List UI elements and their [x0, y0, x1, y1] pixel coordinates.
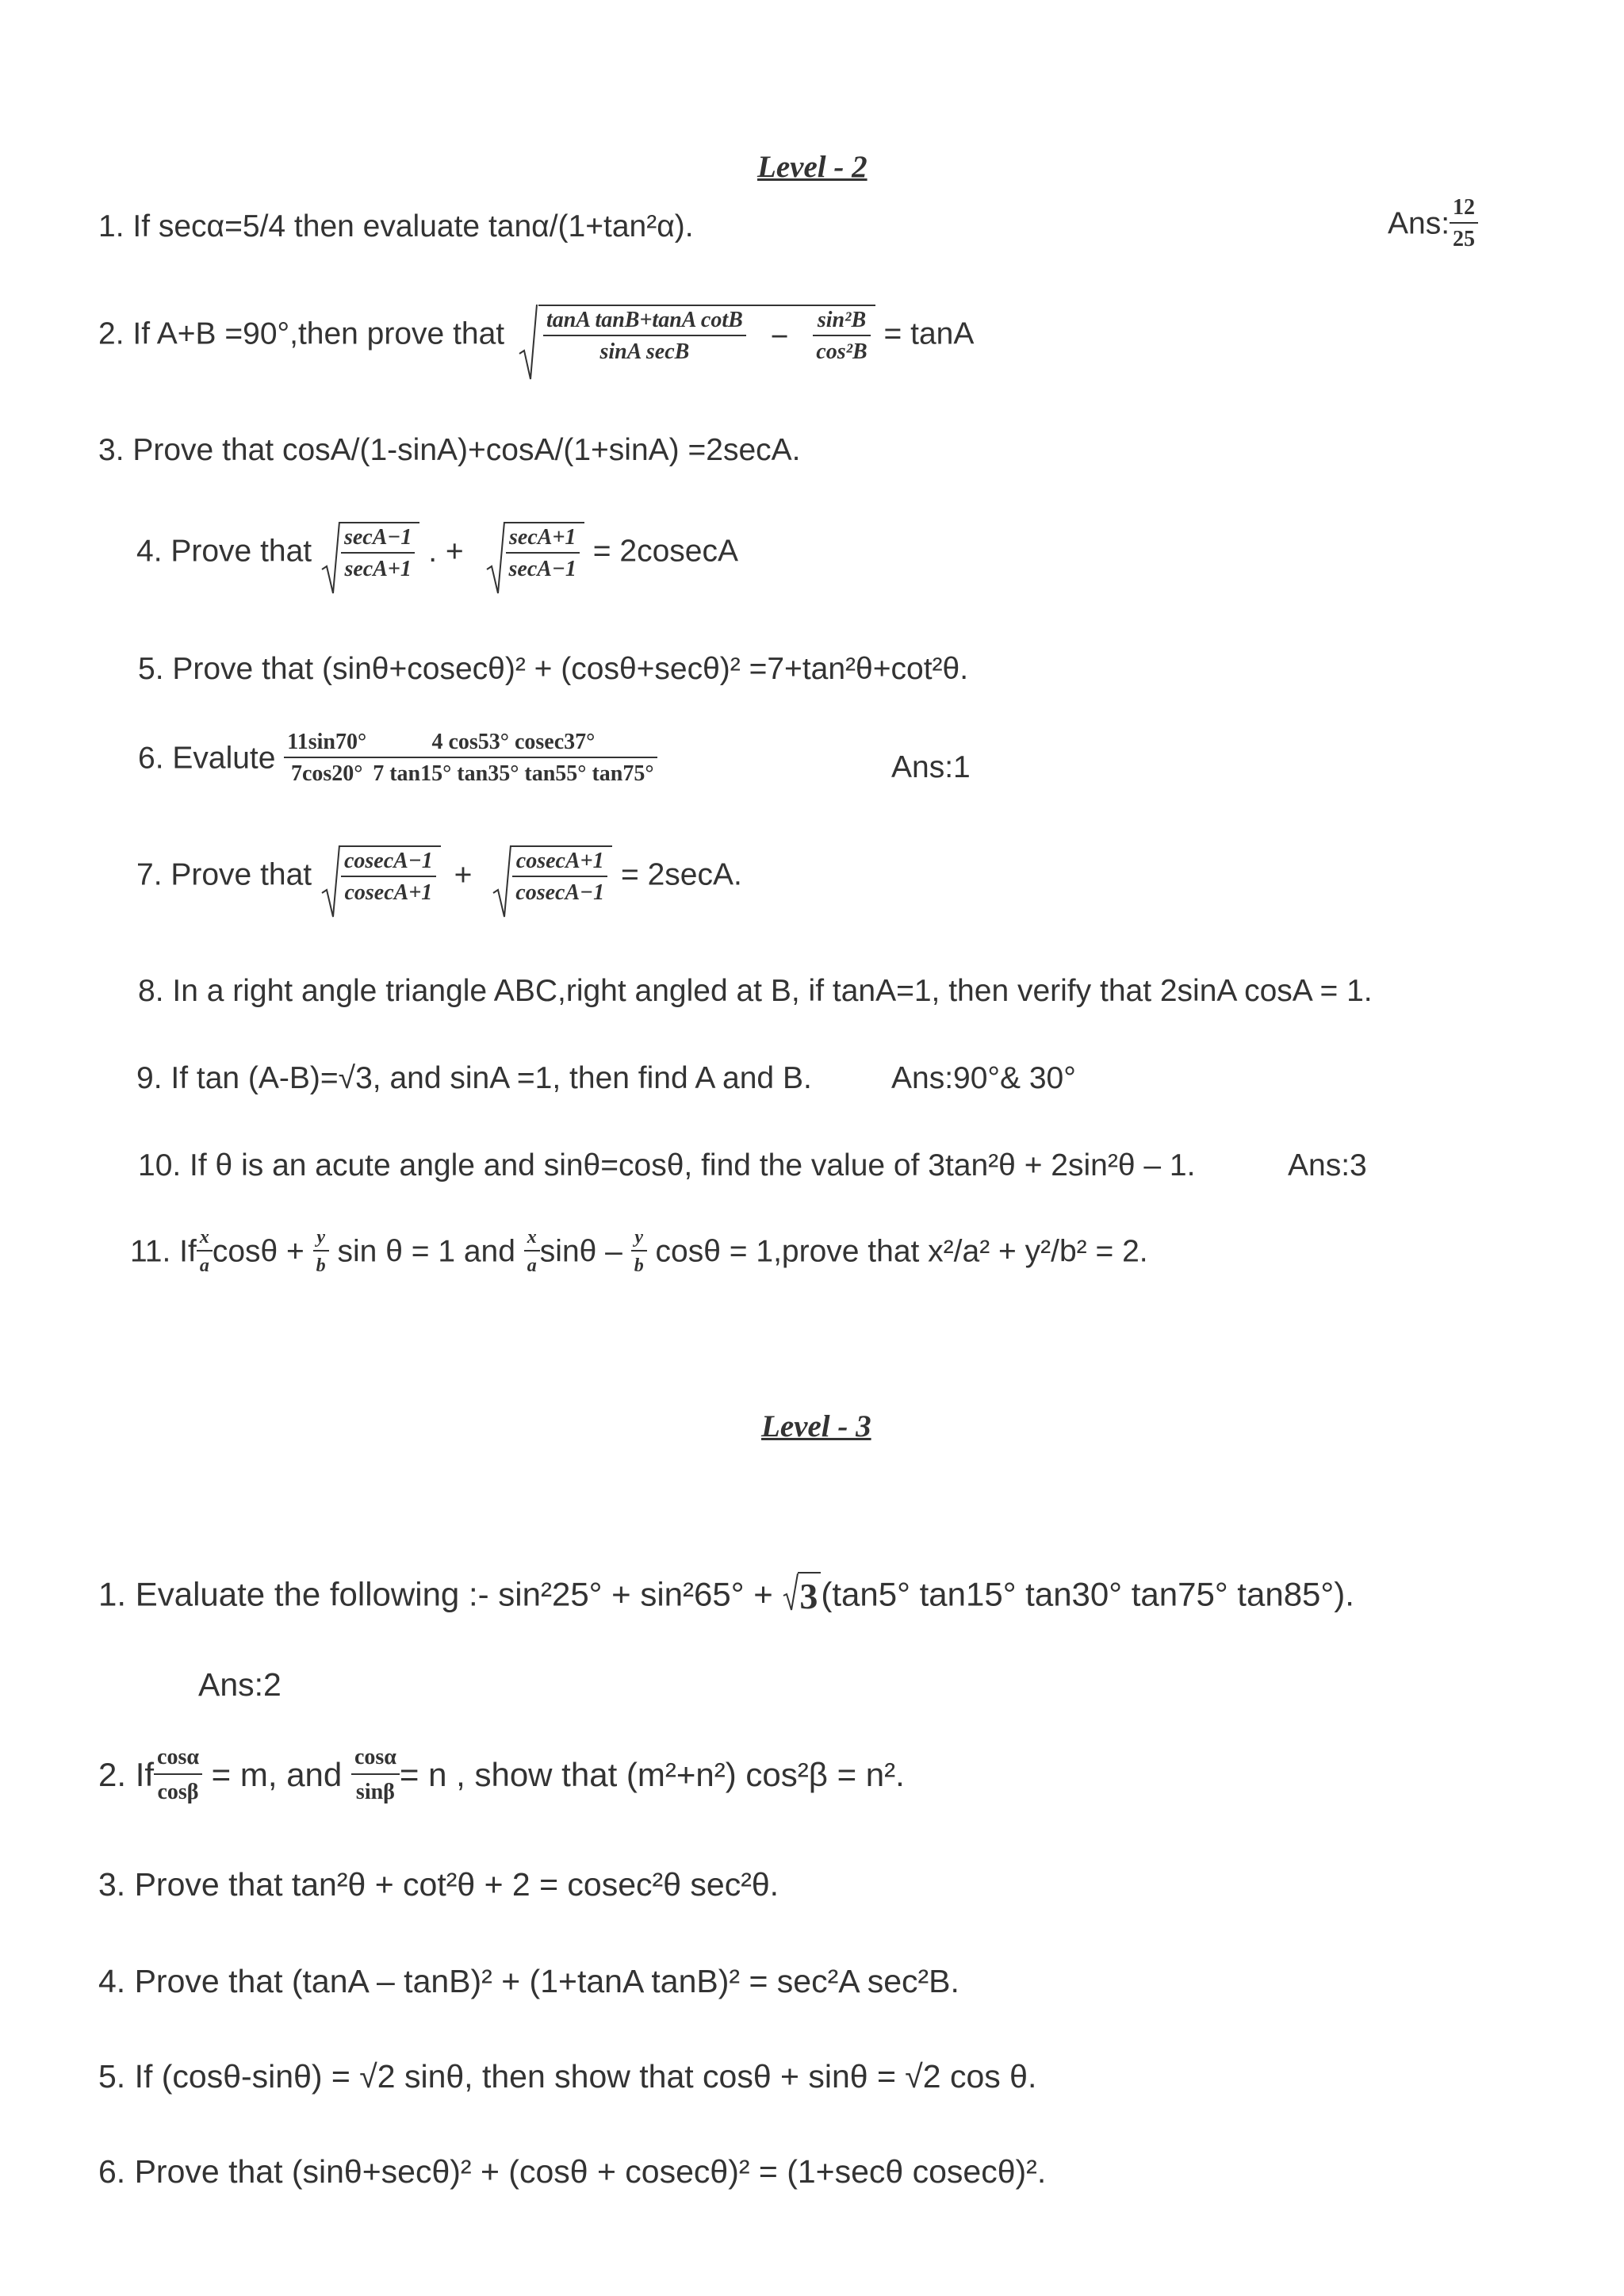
question-l2-6 — [138, 731, 657, 785]
q-text: cosθ = 1,prove that x²/a² + y²/b² = 2. — [655, 1234, 1148, 1269]
answer-denominator: 25 — [1453, 227, 1476, 251]
fraction-1 — [543, 309, 746, 363]
question-l2-7 — [136, 845, 742, 904]
numerator: cosecA+1 — [512, 850, 607, 877]
q-text: sin θ = 1 and — [337, 1234, 515, 1269]
question-l3-1 — [98, 1572, 1354, 1617]
answer-prefix: Ans: — [1388, 206, 1450, 241]
answer-l2-10: Ans:3 — [1288, 1148, 1367, 1182]
q-text: cosθ + — [212, 1234, 304, 1269]
radical-sign-icon — [492, 845, 512, 918]
numerator: y — [631, 1228, 647, 1251]
answer-l2-9: Ans:90°& 30° — [891, 1061, 1076, 1095]
answer-l2-6: Ans:1 — [891, 750, 971, 784]
denominator: secA−1 — [508, 557, 576, 581]
numerator: cosecA−1 — [341, 850, 436, 877]
answer-l3-1: Ans:2 — [198, 1666, 282, 1703]
question-l3-5: 5. If (cosθ-sinθ) = √2 sinθ, then show that cosθ + sinθ = √2 cos θ. — [98, 2058, 1037, 2095]
numerator: y — [313, 1228, 329, 1251]
question-text: 2. If A+B =90°,then prove that — [98, 316, 505, 351]
fraction-1 — [341, 527, 415, 581]
fraction-2 — [506, 527, 580, 581]
denominator: cosecA+1 — [344, 880, 433, 905]
numerator: tanA tanB+tanA cotB — [543, 309, 746, 336]
question-l2-8: 8. In a right angle triangle ABC,right angled at B, if tanA=1, then verify that 2sinA cosA = 1. — [138, 974, 1373, 1008]
numerator: x — [524, 1228, 540, 1251]
fraction-2 — [512, 850, 607, 904]
fraction-2 — [351, 1745, 400, 1805]
numerator: x — [197, 1228, 213, 1251]
question-l3-6: 6. Prove that (sinθ+secθ)² + (cosθ + cosecθ)² = (1+secθ cosecθ)². — [98, 2153, 1047, 2190]
denominator: sinβ — [355, 1780, 395, 1804]
question-l2-10: 10. If θ is an acute angle and sinθ=cosθ, find the value of 3tan²θ + 2sin²θ – 1. — [138, 1148, 1196, 1182]
q-text: = m, and — [211, 1756, 343, 1793]
radical-sign-icon — [485, 522, 506, 595]
square-root-1 — [320, 845, 441, 904]
denominator: 7cos20° — [290, 761, 363, 786]
denominator: a — [527, 1255, 537, 1276]
question-l2-5: 5. Prove that (sinθ+cosecθ)² + (cosθ+secθ)² =7+tan²θ+cot²θ. — [138, 652, 969, 686]
numerator: 4 cos53° cosec37° — [370, 731, 657, 758]
question-l3-3: 3. Prove that tan²θ + cot²θ + 2 = cosec²θ sec²θ. — [98, 1866, 779, 1903]
question-l2-3: 3. Prove that cosA/(1-sinA)+cosA/(1+sinA) =2secA. — [98, 433, 801, 467]
square-root — [518, 305, 875, 363]
fraction-1 — [341, 850, 436, 904]
fraction-1 — [154, 1745, 202, 1805]
answer-numerator: 12 — [1450, 197, 1478, 224]
answer-fraction — [1450, 197, 1478, 251]
question-l3-2 — [98, 1745, 905, 1805]
question-l2-2 — [98, 305, 974, 363]
question-l2-11 — [130, 1228, 1148, 1275]
question-text: 6. Evalute — [138, 741, 276, 776]
answer-l2-1 — [1388, 197, 1478, 251]
question-l2-1: 1. If secα=5/4 then evaluate tanα/(1+tan²α). — [98, 209, 694, 243]
radical-sign-icon — [320, 845, 341, 918]
numerator: sin²B — [813, 309, 870, 336]
radical-sign-icon — [782, 1572, 799, 1612]
denominator: cosβ — [157, 1780, 199, 1804]
fraction-1 — [284, 731, 370, 785]
numerator: cosα — [154, 1745, 202, 1775]
denominator: b — [634, 1255, 644, 1276]
denominator: a — [199, 1255, 209, 1276]
numerator: secA−1 — [341, 527, 415, 554]
equals-result: = 2cosecA — [592, 534, 738, 569]
fraction-y-over-b — [631, 1228, 647, 1275]
fraction-2 — [813, 309, 870, 363]
level-3-heading: Level - 3 — [761, 1409, 871, 1443]
fraction-2 — [370, 731, 657, 785]
radical-sign-icon — [518, 305, 538, 381]
question-text: 7. Prove that — [136, 857, 312, 892]
denominator: secA+1 — [344, 557, 412, 581]
q-text: sinθ – — [539, 1234, 622, 1269]
denominator: cos²B — [816, 339, 868, 364]
radicand: 3 — [798, 1572, 821, 1617]
q-text: 1. Evaluate the following :- sin²25° + sin²65° + — [98, 1575, 773, 1613]
fraction-x-over-a — [197, 1228, 213, 1275]
q-text: (tan5° tan15° tan30° tan75° tan85°). — [821, 1575, 1354, 1613]
radical-sign-icon — [320, 522, 341, 595]
square-root — [782, 1572, 821, 1617]
square-root-2 — [485, 522, 584, 581]
equals-result: = 2secA. — [620, 857, 742, 892]
q-text: 2. If — [98, 1756, 155, 1793]
question-l2-4 — [136, 522, 738, 581]
denominator: sinA secB — [599, 339, 690, 364]
minus-sign: − — [770, 319, 789, 354]
denominator: 7 tan15° tan35° tan55° tan75° — [373, 761, 654, 786]
question-l3-4: 4. Prove that (tanA – tanB)² + (1+tanA tanB)² = sec²A sec²B. — [98, 1963, 959, 1999]
square-root-2 — [492, 845, 612, 904]
denominator: cosecA−1 — [515, 880, 605, 905]
q-text: = n , show that (m²+n²) cos²β = n². — [399, 1756, 905, 1793]
square-root-1 — [320, 522, 419, 581]
plus-sign: + — [454, 857, 473, 892]
question-l2-9: 9. If tan (A-B)=√3, and sinA =1, then find A and B. — [136, 1061, 812, 1095]
fraction-y-over-b — [313, 1228, 329, 1275]
equals-result: = tanA — [883, 316, 975, 351]
numerator: cosα — [351, 1745, 400, 1775]
numerator: secA+1 — [506, 527, 580, 554]
numerator: 11sin70° — [284, 731, 370, 758]
q-prefix: 11. If — [130, 1234, 197, 1269]
question-text: 4. Prove that — [136, 534, 312, 569]
level-2-heading: Level - 2 — [757, 150, 868, 184]
denominator: b — [316, 1255, 326, 1276]
fraction-x-over-a — [524, 1228, 540, 1275]
plus-sign: . + — [428, 534, 464, 569]
